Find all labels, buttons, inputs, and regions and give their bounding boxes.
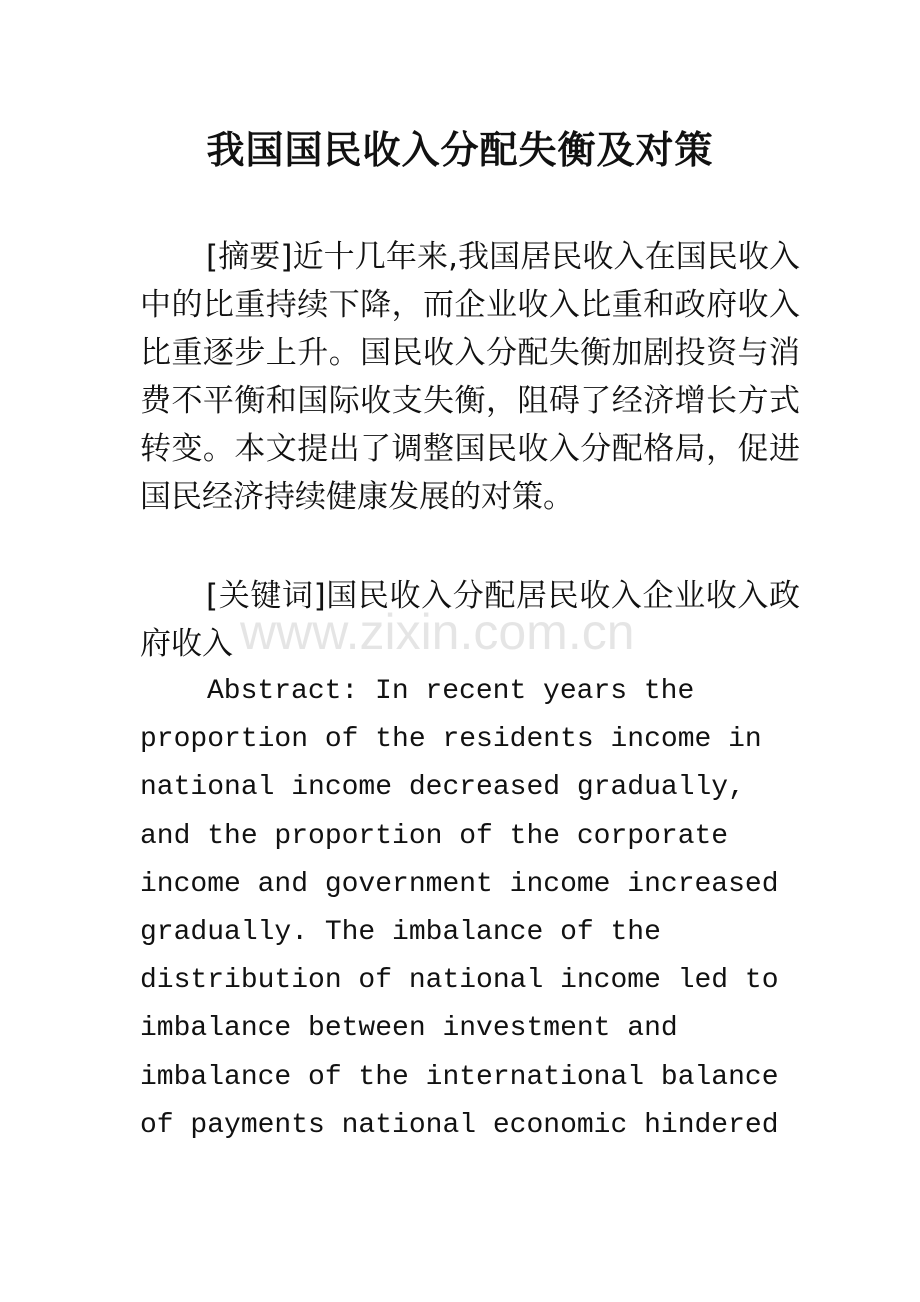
keywords-chinese: [关键词]国民收入分配居民收入企业收入政府收入	[140, 578, 800, 662]
abstract-chinese: [摘要]近十几年来,我国居民收入在国民收入中的比重持续下降，而企业收入比重和政府收入比重逐步上升。国民收入分配失衡加剧投资与消费不平衡和国际收支失衡，阻碍了经济增长方式转变。本文提出了调整国民收入分配格局，促进国民经济持续健康发展的对策。	[140, 239, 800, 515]
document-title: 我国国民收入分配失衡及对策	[206, 127, 714, 172]
watermark: www.zixin.com.cn	[240, 604, 635, 660]
abstract-english: Abstract: In recent years the proportion of the residents income in national income decreased gradually, and the proportion of the corporate income and government income increased gradually. The imbalance of the distribution of national income led to imbalance between investment and imbalance of the international balance of payments national economic hindered	[140, 676, 779, 1141]
